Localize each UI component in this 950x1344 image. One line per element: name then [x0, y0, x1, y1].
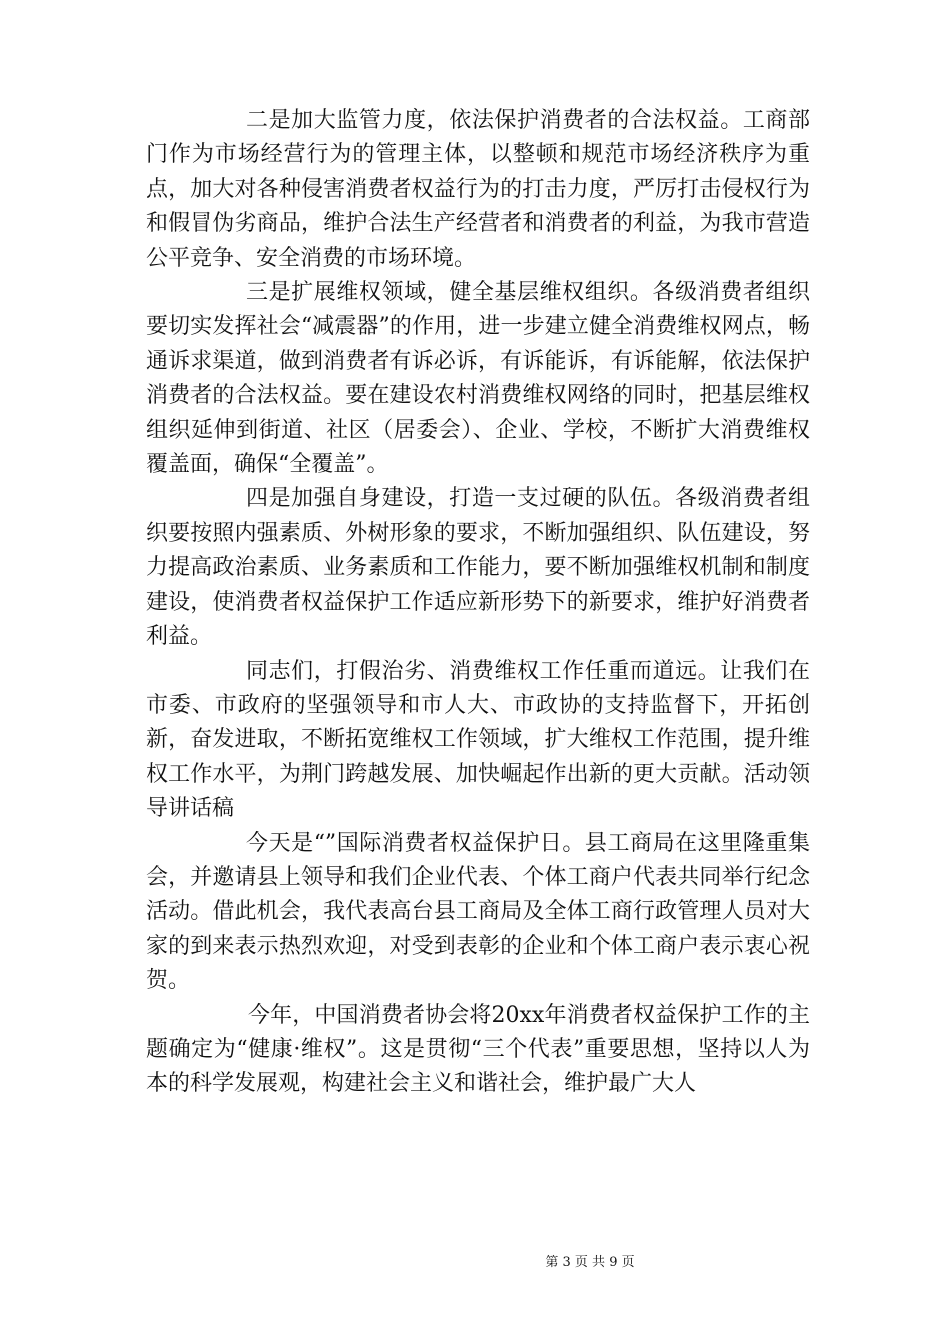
page-number-footer: 第 3 页 共 9 页 — [545, 1255, 635, 1270]
paragraph-consumer-day: 今天是“”国际消费者权益保护日。县工商局在这里隆重集会，并邀请县上领导和我们企业代表、个体工商户代表共同举行纪念活动。借此机会，我代表高台县工商局及全体工商行政管理人员对大家的到来表示热烈欢迎，对受到表彰的企业和个体工商户表示衷心祝贺。 — [146, 830, 810, 994]
paragraph-self-building: 四是加强自身建设，打造一支过硬的队伍。各级消费者组织要按照内强素质、外树形象的要求，不断加强组织、队伍建设，努力提高政治素质、业务素质和工作能力，要不断加强维权机制和制度建设，使消费者权益保护工作适应新形势下的新要求，维护好消费者利益。 — [146, 486, 810, 650]
paragraph-comrades: 同志们，打假治劣、消费维权工作任重而道远。让我们在市委、市政府的坚强领导和市人大、市政协的支持监督下，开拓创新，奋发进取，不断拓宽维权工作领域，扩大维权工作范围，提升维权工作水平，为荆门跨越发展、加快崛起作出新的更大贡献。活动领导讲话稿 — [146, 658, 810, 822]
paragraph-supervision: 二是加大监管力度，依法保护消费者的合法权益。工商部门作为市场经营行为的管理主体，以整顿和规范市场经济秩序为重点，加大对各种侵害消费者权益行为的打击力度，严厉打击侵权行为和假冒伪劣商品，维护合法生产经营者和消费者的利益，为我市营造公平竞争、安全消费的市场环境。 — [146, 108, 810, 271]
paragraph-theme: 今年，中国消费者协会将20xx年消费者权益保护工作的主题确定为“健康·维权”。这是贯彻“三个代表”重要思想，坚持以人为本的科学发展观，构建社会主义和谐社会，维护最广大人 — [146, 1002, 810, 1097]
paragraph-rights-scope: 三是扩展维权领域，健全基层维权组织。各级消费者组织要切实发挥社会“减震器”的作用，进一步建立健全消费维权网点，畅通诉求渠道，做到消费者有诉必诉，有诉能诉，有诉能解，依法保护消费者的合法权益。要在建设农村消费维权网络的同时，把基层维权组织延伸到街道、社区（居委会）、企业、学校，不断扩大消费维权覆盖面，确保“全覆盖”。 — [146, 280, 810, 478]
document-body — [146, 104, 810, 1102]
